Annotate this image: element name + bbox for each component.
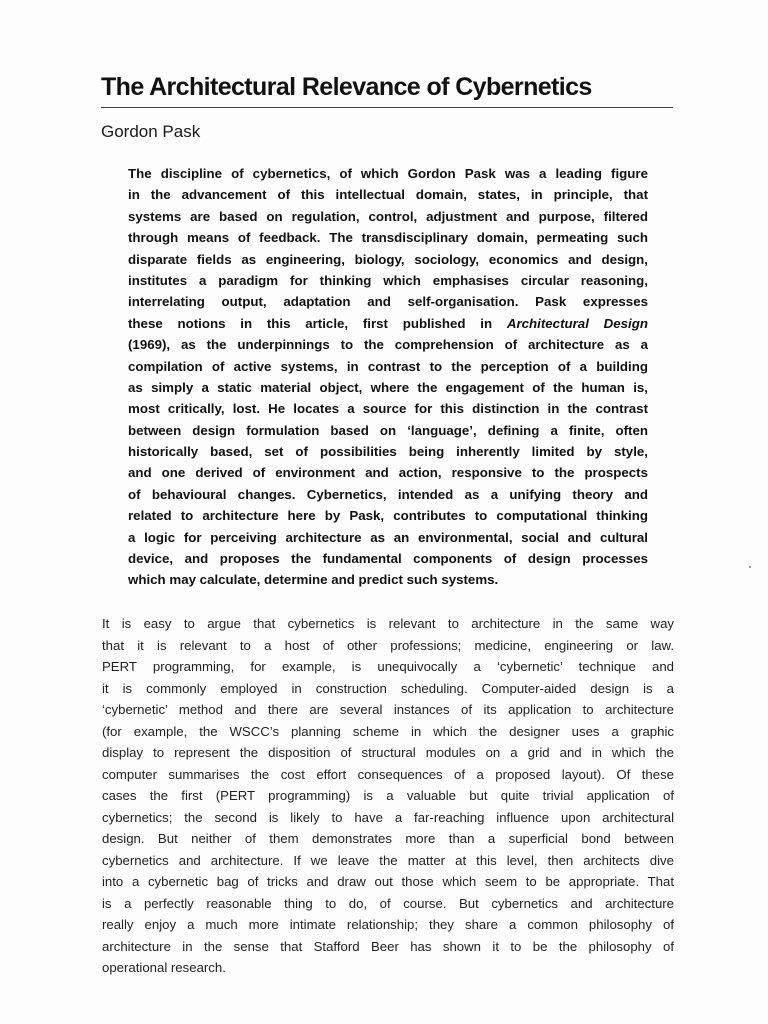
abstract-line: compilation of active systems, in contrast to the perception of a building bbox=[128, 358, 648, 374]
abstract-paragraph bbox=[128, 163, 648, 591]
body-line: PERT programming, for example, is unequivocally a ‘cybernetic’ technique and bbox=[102, 659, 674, 674]
body-line: it is commonly employed in construction scheduling. Computer-aided design is a bbox=[102, 680, 674, 696]
abstract-line: disparate fields as engineering, biology, sociology, economics and design, bbox=[128, 251, 648, 267]
body-line: It is easy to argue that cybernetics is relevant to architecture in the same way bbox=[102, 616, 674, 631]
abstract-line: historically based, set of possibilities being inherently limited by style, bbox=[128, 444, 648, 460]
body-line: that it is relevant to a host of other professions; medicine, engineering or law. bbox=[102, 637, 674, 653]
abstract-line: a logic for perceiving architecture as an environmental, social and cultural bbox=[128, 529, 648, 545]
body-paragraph bbox=[102, 613, 674, 979]
article-author: Gordon Pask bbox=[101, 122, 201, 141]
abstract-line-with-citation bbox=[128, 313, 648, 334]
body-line: into a cybernetic bag of tricks and draw out those which seem to be appropriate. That bbox=[102, 874, 674, 889]
abstract-line: systems are based on regulation, control, adjustment and purpose, filtered bbox=[128, 208, 648, 224]
body-line: (for example, the WSCC’s planning scheme in which the designer uses a graphic bbox=[102, 723, 674, 739]
body-line: cases the first (PERT programming) is a valuable but quite trivial application of bbox=[102, 788, 674, 803]
body-line: cybernetics; the second is likely to have a far-reaching influence upon architectural bbox=[102, 809, 674, 825]
article-title: The Architectural Relevance of Cybernetics bbox=[101, 73, 592, 101]
body-line: is a perfectly reasonable thing to do, of course. But cybernetics and architecture bbox=[102, 895, 674, 911]
abstract-line: institutes a paradigm for thinking which emphasises circular reasoning, bbox=[128, 272, 648, 288]
body-line: ‘cybernetic’ method and there are several instances of its application to architecture bbox=[102, 702, 674, 717]
abstract-line: and one derived of environment and action, responsive to the prospects bbox=[128, 465, 648, 481]
abstract-line: related to architecture here by Pask, contributes to computational thinking bbox=[128, 508, 648, 524]
body-line: display to represent the disposition of structural modules on a grid and in which the bbox=[102, 745, 674, 760]
body-line: cybernetics and architecture. If we leave the matter at this level, then architects dive bbox=[102, 852, 674, 868]
scan-speck bbox=[749, 566, 751, 568]
journal-title-italic: Architectural Design bbox=[506, 315, 648, 331]
abstract-line: of behavioural changes. Cybernetics, intended as a unifying theory and bbox=[128, 486, 648, 502]
body-line: really enjoy a much more intimate relationship; they share a common philosophy of bbox=[102, 917, 674, 932]
body-line: architecture in the sense that Stafford Beer has shown it to be the philosophy of bbox=[102, 938, 674, 954]
abstract-line: as simply a static material object, where the engagement of the human is, bbox=[128, 379, 648, 395]
abstract-line: most critically, lost. He locates a source for this distinction in the contrast bbox=[128, 401, 648, 417]
abstract-line: through means of feedback. The transdisciplinary domain, permeating such bbox=[128, 230, 648, 246]
abstract-line: interrelating output, adaptation and self-organisation. Pask expresses bbox=[128, 294, 648, 310]
abstract-line-text: these notions in this article, first published in bbox=[128, 315, 507, 331]
title-rule bbox=[101, 107, 673, 108]
body-line: operational research. bbox=[102, 960, 226, 975]
abstract-line: device, and proposes the fundamental components of design processes bbox=[128, 551, 648, 567]
abstract-line: The discipline of cybernetics, of which Gordon Pask was a leading figure bbox=[128, 166, 648, 181]
abstract-line: in the advancement of this intellectual domain, states, in principle, that bbox=[128, 187, 648, 203]
abstract-line: (1969), as the underpinnings to the comprehension of architecture as a bbox=[128, 337, 648, 353]
abstract-line: which may calculate, determine and predict such systems. bbox=[128, 572, 499, 588]
body-line: computer summarises the cost effort consequences of a proposed layout). Of these bbox=[102, 766, 674, 782]
body-line: design. But neither of them demonstrates more than a superficial bond between bbox=[102, 831, 674, 846]
abstract-line: between design formulation based on ‘language’, defining a finite, often bbox=[128, 422, 648, 438]
